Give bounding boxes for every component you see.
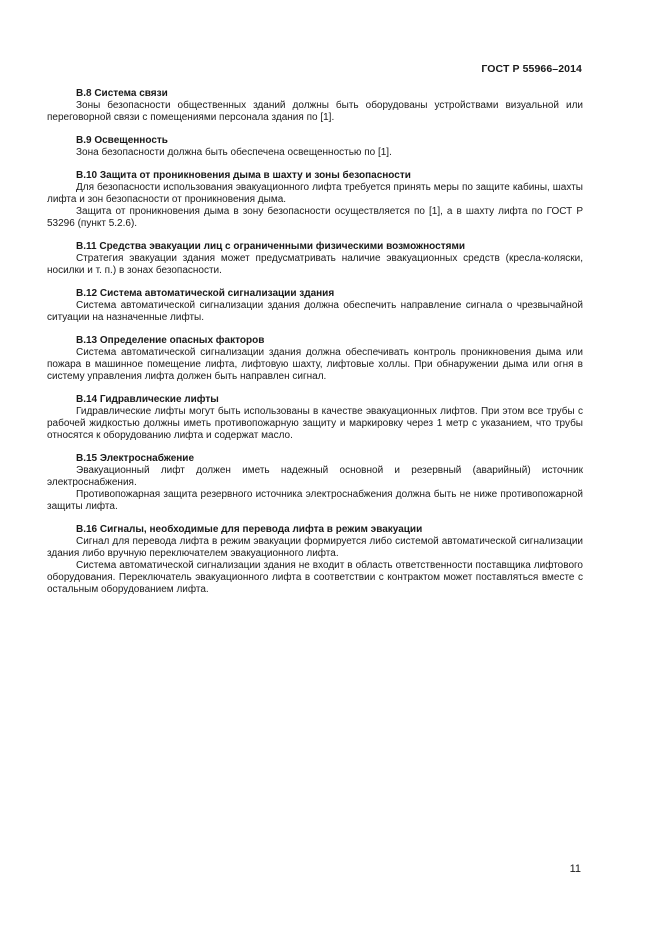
section-b13 [47, 335, 583, 383]
paragraph: Система автоматической сигнализации здания должна обеспечивать контроль проникновения дыма или пожара в машинное помещение лифта, лифтовую шахту, лифтовые холлы. При обнаружении дыма или огня в систему управления лифта должен быть направлен сигнал. [47, 347, 583, 382]
section-title: В.15 Электроснабжение [76, 453, 195, 464]
section-title: В.9 Освещенность [76, 135, 168, 146]
section-b10 [47, 170, 583, 230]
section-b14 [47, 394, 583, 442]
section-title: В.16 Сигналы, необходимые для перевода лифта в режим эвакуации [76, 524, 423, 535]
section-title: В.13 Определение опасных факторов [76, 335, 265, 346]
paragraph: Система автоматической сигнализации здания не входит в область ответственности поставщика лифтового оборудования. Переключатель эвакуационного лифта в соответствии с контрактом может поставляться вместе с остальным оборудованием лифта. [47, 560, 583, 595]
section-b8 [47, 88, 583, 124]
standard-code: ГОСТ Р 55966–2014 [481, 63, 582, 75]
section-b12 [47, 288, 583, 324]
paragraph: Гидравлические лифты могут быть использованы в качестве эвакуационных лифтов. При этом все трубы с рабочей жидкостью должны иметь противопожарную защиту и маркировку через 1 метр с указанием, что трубы относятся к оборудованию лифта и содержат масло. [47, 406, 583, 441]
paragraph: Для безопасности использования эвакуационного лифта требуется принять меры по защите кабины, шахты лифта и зон безопасности от проникновения дыма. [47, 182, 583, 205]
paragraph: Сигнал для перевода лифта в режим эвакуации формируется либо системой автоматической сигнализации здания либо вручную переключателем эвакуационного лифта. [47, 536, 583, 559]
section-title: В.12 Система автоматической сигнализации здания [76, 288, 335, 299]
paragraph: Эвакуационный лифт должен иметь надежный основной и резервный (аварийный) источник электроснабжения. [47, 465, 583, 488]
paragraph: Система автоматической сигнализации здания должна обеспечить направление сигнала о чрезвычайной ситуации на назначенные лифты. [47, 300, 583, 323]
paragraph: Зона безопасности должна быть обеспечена освещенностью по [1]. [76, 147, 392, 158]
paragraph: Противопожарная защита резервного источника электроснабжения должна быть не ниже противопожарной защиты лифта. [47, 489, 583, 512]
section-b16 [47, 524, 583, 596]
paragraph: Зоны безопасности общественных зданий должны быть оборудованы устройствами визуальной или переговорной связи с помещениями персонала здания по [1]. [47, 100, 583, 123]
section-b11 [47, 241, 583, 277]
paragraph: Стратегия эвакуации здания может предусматривать наличие эвакуационных средств (кресла-коляски, носилки и т. п.) в зонах безопасности. [47, 253, 583, 276]
page-number: 11 [569, 863, 581, 875]
section-title: В.10 Защита от проникновения дыма в шахту и зоны безопасности [76, 170, 411, 181]
section-title: В.8 Система связи [76, 88, 168, 99]
section-title: В.11 Средства эвакуации лиц с ограниченными физическими возможностями [76, 241, 465, 252]
paragraph: Защита от проникновения дыма в зону безопасности осуществляется по [1], а в шахту лифта по ГОСТ Р 53296 (пункт 5.2.6). [47, 206, 583, 229]
section-title: В.14 Гидравлические лифты [76, 394, 219, 405]
section-b15 [47, 453, 583, 513]
document-body [47, 88, 583, 607]
section-b9 [47, 135, 583, 159]
